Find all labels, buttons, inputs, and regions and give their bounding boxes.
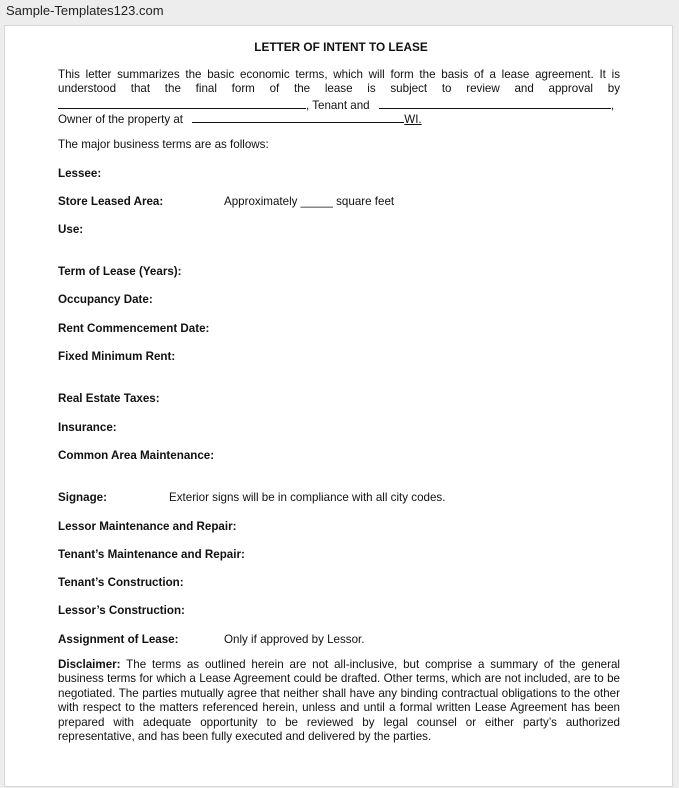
term-tenant-maintenance: [58, 548, 245, 562]
term-label: Assignment of Lease:: [58, 633, 179, 646]
term-occupancy-date: [58, 293, 153, 307]
term-label: Occupancy Date:: [58, 293, 153, 306]
approver-blank[interactable]: [58, 97, 306, 109]
document-page: [4, 25, 673, 787]
intro-paragraph: [58, 68, 620, 126]
term-term-of-lease: [58, 265, 182, 279]
wi-text: WI.: [404, 113, 422, 127]
site-watermark: Sample-Templates123.com: [6, 3, 164, 18]
term-rent-commencement-date: [58, 322, 209, 336]
term-label: Lessor’s Construction:: [58, 604, 185, 617]
intro-line-1: This letter summarizes the basic economic terms, which will form the basis of a lease agreement. It is: [58, 68, 620, 81]
term-lessor-maintenance: [58, 520, 236, 534]
term-tenant-construction: [58, 576, 184, 590]
term-insurance: [58, 421, 117, 435]
term-lessor-construction: [58, 604, 185, 618]
term-value: Only if approved by Lessor.: [224, 633, 365, 646]
term-fixed-minimum-rent: [58, 350, 175, 364]
tenant-and-text: , Tenant and: [306, 98, 370, 112]
term-value: Approximately _____ square feet: [224, 195, 395, 208]
term-label: Real Estate Taxes:: [58, 392, 160, 405]
term-value: Exterior signs will be in compliance with all city codes.: [169, 491, 446, 504]
disclaimer-text: The terms as outlined herein are not all-inclusive, but comprise a summary of the general business terms for which a Lease Agreement could be drafted. Other terms, which are not included, are to be negotiated. The parties mutually agree that neither shall have any binding contractual obligations to the other with respect to the matters referenced herein, unless and until a formal written Lease Agreement has been prepared with adequate opportunity to be reviewed by legal counsel or either party’s authorized representative, and has been fully executed and delivered by the parties.: [58, 658, 620, 744]
term-common-area-maintenance: [58, 449, 214, 463]
terms-lead: The major business terms are as follows:: [58, 138, 269, 151]
intro-line-3: [58, 97, 620, 111]
term-label: Lessee:: [58, 167, 102, 180]
disclaimer-paragraph: [58, 658, 620, 744]
term-assignment-of-lease: [58, 633, 365, 647]
term-use: [58, 223, 83, 237]
disclaimer-label: Disclaimer:: [58, 658, 121, 671]
term-label: Rent Commencement Date:: [58, 322, 210, 335]
tenant-blank[interactable]: [379, 97, 611, 109]
term-label: Fixed Minimum Rent:: [58, 350, 176, 363]
term-store-leased-area: [58, 195, 395, 209]
term-signage: [58, 491, 446, 505]
term-label: Tenant’s Maintenance and Repair:: [58, 548, 245, 561]
comma-text: ,: [610, 98, 615, 112]
intro-line-4: [58, 111, 620, 125]
term-label: Insurance:: [58, 421, 117, 434]
intro-line-2: understood that the final form of the lease is subject to review and approval by: [58, 82, 620, 96]
term-label: Lessor Maintenance and Repair:: [58, 520, 237, 533]
term-real-estate-taxes: [58, 392, 160, 406]
term-label: Use:: [58, 223, 84, 236]
property-address-blank[interactable]: [192, 111, 404, 123]
term-label: Store Leased Area:: [58, 195, 164, 208]
term-label: Tenant’s Construction:: [58, 576, 184, 589]
term-label: Signage:: [58, 491, 107, 504]
owner-prefix-text: Owner of the property at: [58, 113, 184, 127]
document-title: LETTER OF INTENT TO LEASE: [254, 40, 428, 54]
term-label: Term of Lease (Years):: [58, 265, 182, 278]
term-lessee: [58, 167, 101, 181]
term-label: Common Area Maintenance:: [58, 449, 215, 462]
